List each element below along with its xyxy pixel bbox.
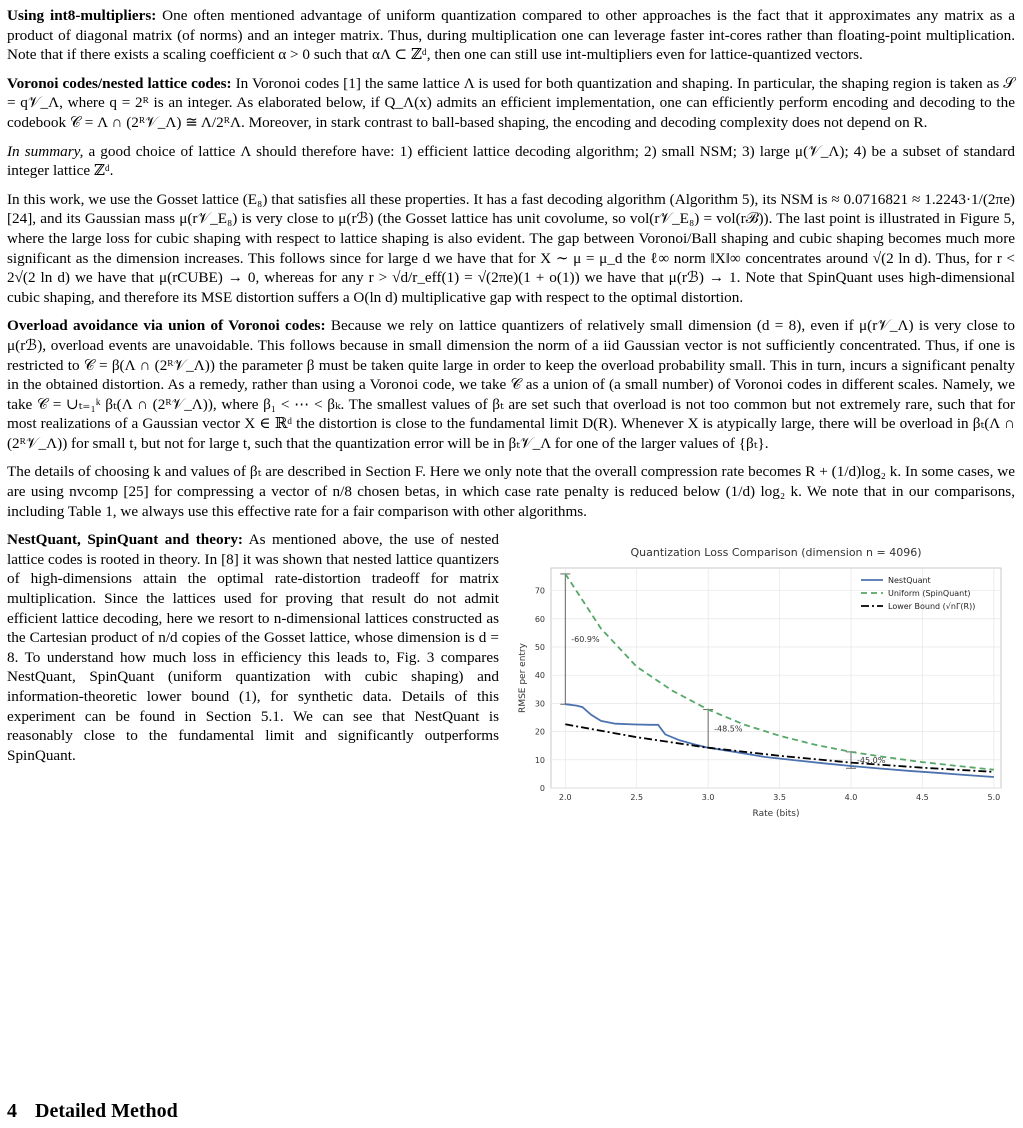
- para-int8-multipliers: [7, 6, 1015, 65]
- para-nestquant-theory: [7, 530, 499, 765]
- y-tick-label: 30: [534, 699, 545, 709]
- quantization-loss-chart: [513, 538, 1013, 828]
- para-gosset-lattice: [7, 190, 1015, 308]
- x-tick-label: 4.5: [916, 793, 929, 803]
- para-heading: Using int8-multipliers:: [7, 7, 157, 24]
- legend-entry: Uniform (SpinQuant): [888, 589, 971, 599]
- para-summary: [7, 142, 1015, 181]
- y-tick-label: 50: [534, 643, 545, 653]
- gap-annotation-label: -60.9%: [571, 635, 600, 645]
- para-text: Because we rely on lattice quantizers of relatively small dimension (d = 8), even if μ(r𝒱_Λ) is very close to μ(rℬ), overload events are unavoidable. This follows because in small dimension the norm of a iid Gaussian vector is not sufficiently concentrated. Thus, if one is restricted to 𝒞 = β(Λ ∩ (2ᴿ𝒱_Λ)) the parameter β must be taken quite large in order to keep the overload probability small. This in turn, incurs a significant penalty in the obtained distortion. As a remedy, rather than using a Voronoi code, we take 𝒞 as a union of (a small number) of Voronoi codes in different scales. Namely, we take 𝒞 = ∪ₜ₌₁ᵏ βₜ(Λ ∩ (2ᴿ𝒱_Λ)), where β₁ < ⋯ < βₖ. The smallest values of βₜ are set such that overload is not too common but not extremely rare, such that for most realizations of a Gaussian vector X ∈ ℝᵈ the distortion is close to the fundamental limit D(R). Whenever X is atypically large, there will be overload in βₜ(Λ ∩ (2ᴿ𝒱_Λ)) for small t, but not for large t, such that the quantization error will be in βₜ𝒱_Λ for one of the larger values of {βₜ}.: [7, 317, 1015, 452]
- x-tick-label: 5.0: [987, 793, 1001, 803]
- y-axis-label: RMSE per entry: [518, 643, 528, 714]
- chart-title: Quantization Loss Comparison (dimension n = 4096): [630, 546, 922, 560]
- para-text: As mentioned above, the use of nested lattice codes is rooted in theory. In [8] it was shown that nested lattice quantizers of high-dimensions attain the optimal rate-distortion tradeoff for matrix multiplication. Since the lattices used for proving that result do not admit efficient lattice decoding, here we resort to n-dimensional lattices constructed as the Cartesian product of n/d copies of the Gosset lattice, whose dimension is d = 8. To understand how much loss in efficiency this leads to, Fig. 3 compares NestQuant, SpinQuant (uniform quantization with cubic shaping) and information-theoretic lower bound (1), for synthetic data. Details of this experiment can be found in Section 5.1. We can see that NestQuant is reasonably close to the fundamental limit and significantly outperforms SpinQuant.: [7, 531, 500, 764]
- para-heading: NestQuant, SpinQuant and theory:: [7, 531, 243, 549]
- legend-entry: NestQuant: [888, 576, 931, 586]
- x-tick-label: 3.5: [773, 793, 786, 803]
- para-heading: Voronoi codes/nested lattice codes:: [7, 74, 232, 92]
- para-text: One often mentioned advantage of uniform quantization compared to other approaches is the fact that it approximates any matrix as a product of diagonal matrix (of norms) and an integer matrix. Thus, during multiplication one can leverage faster int-cores rather than floating-point multiplication. Note that if there exists a scaling coefficient α > 0 such that αΛ ⊂ ℤᵈ, then one can still use int-multipliers even for lattice-quantized vectors.: [7, 7, 1015, 64]
- y-tick-label: 20: [534, 727, 545, 737]
- x-tick-label: 2.5: [630, 793, 644, 803]
- x-tick-label: 4.0: [844, 793, 858, 803]
- section-number: 4: [7, 1100, 17, 1122]
- section-heading: [7, 1100, 178, 1123]
- para-text: a good choice of lattice Λ should therefore have: 1) efficient lattice decoding algorithm; 2) small NSM; 3) large μ(𝒱_Λ); 4) be a subset of standard integer lattice ℤᵈ.: [7, 142, 1016, 180]
- para-text: The details of choosing k and values of βₜ are described in Section F. Here we only note that the overall compression rate becomes R + (1/d)log₂ k. In some cases, we are using nvcomp [25] for compressing a vector of n/8 chosen betas, in which case rate penalty is reduced below (1/d) log₂ k. We note that in our comparisons, including Table 1, we always use this effective rate for a fair comparison with other algorithms.: [7, 463, 1015, 520]
- para-heading: Overload avoidance via union of Voronoi codes:: [7, 317, 326, 335]
- theory-row: [7, 530, 1015, 833]
- para-overload-avoidance: [7, 316, 1015, 453]
- x-tick-label: 2.0: [558, 793, 572, 803]
- para-text: In Voronoi codes [1] the same lattice Λ is used for both quantization and shaping. In particular, the shaping region is taken as 𝒮 = q𝒱_Λ, where q = 2ᴿ is an integer. As elaborated below, if Q_Λ(x) admits an efficient implementation, one can efficiently perform encoding and decoding to the codebook 𝒞 = Λ ∩ (2ᴿ𝒱_Λ) ≅ Λ/2ᴿΛ. Moreover, in stark contrast to ball-based shaping, the encoding and decoding complexity does not depend on R.: [7, 74, 1016, 131]
- paper-page: [7, 6, 1015, 833]
- para-lead: In summary,: [7, 142, 84, 160]
- section-title: Detailed Method: [35, 1100, 178, 1122]
- gap-annotation-label: -48.5%: [714, 724, 743, 734]
- para-voronoi-codes: [7, 74, 1015, 133]
- gap-annotation-label: -45.0%: [857, 756, 886, 766]
- para-choosing-k: [7, 462, 1015, 521]
- figure-column: [513, 538, 1013, 833]
- legend-entry: Lower Bound (√nΓ(R)): [888, 602, 976, 612]
- y-tick-label: 70: [534, 586, 545, 596]
- x-axis-label: Rate (bits): [752, 809, 800, 820]
- y-tick-label: 10: [534, 756, 545, 766]
- y-tick-label: 40: [534, 671, 545, 681]
- y-tick-label: 60: [534, 615, 545, 625]
- y-tick-label: 0: [539, 784, 545, 794]
- x-tick-label: 3.0: [701, 793, 715, 803]
- para-text: In this work, we use the Gosset lattice (E₈) that satisfies all these properties. It has a fast decoding algorithm (Algorithm 5), its NSM is ≈ 0.0716821 ≈ 1.2243·1/(2πe) [24], and its Gaussian mass μ(r𝒱_E₈) is very close to μ(rℬ) (the Gosset lattice has unit covolume, so vol(r𝒱_E₈) = vol(rℬ)). The last point is illustrated in Figure 5, where the large loss for cubic shaping with respect to lattice shaping is also evident. The gap between Voronoi/Ball shaping and cubic shaping becomes much more significant as the dimension increases. This follows since for large d we have that for X ∼ μ = μ_d the ℓ∞ norm ‖X‖∞ concentrates around √(2 ln d). Thus, for r < 2√(2 ln d) we have that μ(rCUBE) → 0, whereas for any r > √d/r_eff(1) = √(2πe)(1 + o(1)) we have that μ(rℬ) → 1. Note that SpinQuant uses high-dimensional cubic shaping, and therefore its MSE distortion suffers a O(ln d) multiplicative gap with respect to the optimal distortion.: [7, 190, 1015, 306]
- theory-column: [7, 530, 499, 833]
